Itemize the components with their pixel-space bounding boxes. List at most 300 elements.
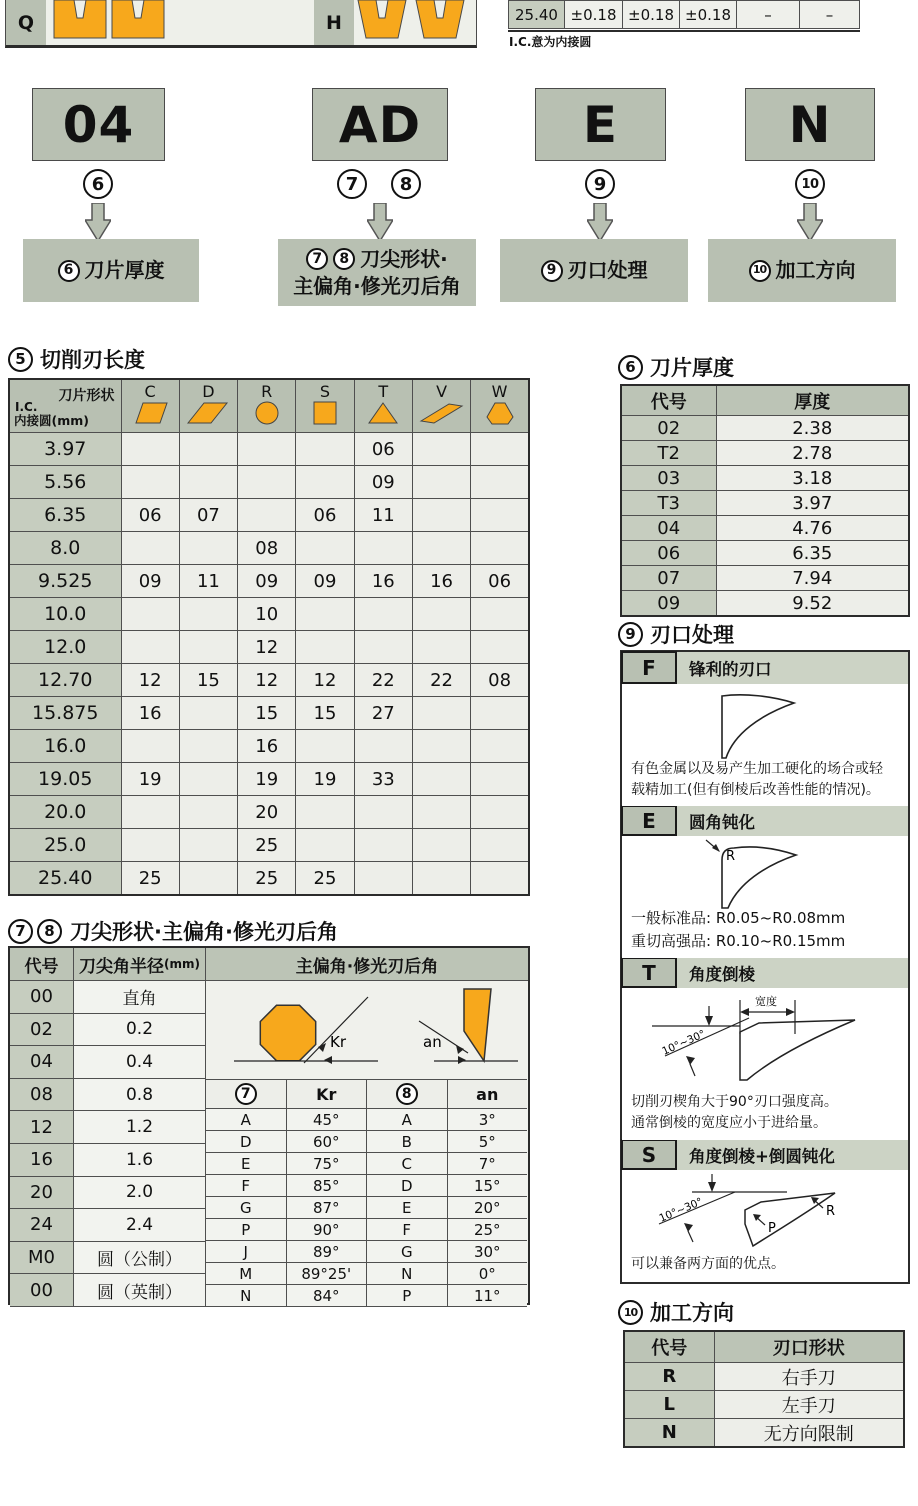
edge-treatment-panel xyxy=(620,650,910,1284)
edge-length-cell xyxy=(296,730,354,763)
corner-label-unit: 内接圆(mm) xyxy=(14,413,89,428)
edge-length-cell xyxy=(121,631,179,664)
table-row xyxy=(10,1111,206,1144)
edge-length-cell: 15 xyxy=(238,697,296,730)
fragment-letter: Q xyxy=(17,11,35,34)
nose-radius: 0.2 xyxy=(74,1014,206,1047)
designation-code-box: 04 xyxy=(32,88,165,161)
edge-length-cell xyxy=(179,466,237,499)
table-row xyxy=(206,1109,527,1131)
edge-length-cell xyxy=(179,532,237,565)
table-row xyxy=(206,1131,527,1153)
edge-length-cell: 25 xyxy=(238,829,296,862)
edge-length-cell xyxy=(354,598,412,631)
edge-desc-line: 一般标准品: R0.05~R0.08mm xyxy=(631,909,846,927)
edge-length-cell: 19 xyxy=(238,763,296,796)
circled-number: 10 xyxy=(795,169,825,199)
edge-length-cell xyxy=(296,433,354,466)
edge-length-cell: 06 xyxy=(471,565,529,598)
edge-length-cell xyxy=(471,631,529,664)
shape-letter: T xyxy=(378,381,389,401)
tolerance-cell: – xyxy=(800,0,860,29)
s-shape-icon xyxy=(302,400,348,426)
edge-length-cell: 15 xyxy=(179,664,237,697)
corner-label-ic: I.C. xyxy=(15,400,38,414)
nose-radius: 圆（公制） xyxy=(74,1242,206,1275)
p-label: P xyxy=(768,1221,776,1236)
table-row xyxy=(10,1144,206,1177)
nose-code: 20 xyxy=(10,1177,74,1210)
sec5-title xyxy=(8,344,145,374)
sec78-title-text: 刀尖形状·主偏角·修光刃后角 xyxy=(70,920,338,944)
col-header-code: 代号 xyxy=(624,1331,714,1363)
r-label: R xyxy=(726,849,736,864)
edge-desc-line: 可以兼备两方面的优点。 xyxy=(631,1256,785,1272)
edge-length-cell xyxy=(471,466,529,499)
shape-letter: S xyxy=(319,381,331,401)
shape-column-header xyxy=(238,379,296,433)
edge-name: 角度倒棱 xyxy=(677,958,908,988)
table-row xyxy=(206,1219,527,1241)
nose-code: 08 xyxy=(10,1079,74,1112)
direction-label: 无方向限制 xyxy=(714,1419,904,1448)
angle-cell: 30° xyxy=(448,1241,528,1263)
edge-length-cell xyxy=(296,598,354,631)
cutting-edge-length-table xyxy=(8,378,530,896)
kr-an-diagram xyxy=(206,981,527,1080)
w-shape-icon xyxy=(477,400,523,426)
angle-cell: 89° xyxy=(287,1241,368,1263)
angle-cell: N xyxy=(206,1285,287,1307)
edge-length-cell xyxy=(412,763,470,796)
nose-radius: 1.2 xyxy=(74,1111,206,1144)
col-header-radius: 刀尖角半径 (mm) xyxy=(74,948,206,981)
nose-radius: 0.8 xyxy=(74,1079,206,1112)
edge-length-cell: 12 xyxy=(296,664,354,697)
col-header-angle: 主偏角·修光刃后角 xyxy=(206,948,528,981)
ic-value: 15.875 xyxy=(9,697,121,730)
thickness-value: 7.94 xyxy=(716,566,909,591)
edge-length-cell xyxy=(412,532,470,565)
table-row xyxy=(9,829,529,862)
table-row xyxy=(10,981,206,1014)
edge-letter: E xyxy=(621,805,677,836)
edge-section-e xyxy=(622,806,908,958)
edge-length-cell xyxy=(179,862,237,896)
designation-code-box: N xyxy=(745,88,875,161)
designation-label-line xyxy=(749,257,856,284)
designation-code-box: AD xyxy=(312,88,448,161)
edge-length-cell: 33 xyxy=(354,763,412,796)
sec5-title-text: 切削刃长度 xyxy=(40,348,145,372)
edge-length-cell xyxy=(471,763,529,796)
thickness-value: 9.52 xyxy=(716,591,909,617)
angle-subtable xyxy=(206,981,527,1307)
sec9-title xyxy=(618,619,734,649)
angle-cell: 89°25' xyxy=(287,1263,368,1285)
ic-note: I.C.意为内接圆 xyxy=(509,35,592,49)
table-row xyxy=(9,499,529,532)
circled-number: 7 xyxy=(337,169,367,199)
corner-header-cell xyxy=(9,379,121,433)
edge-length-cell xyxy=(471,730,529,763)
thickness-code: 06 xyxy=(621,541,716,566)
kr-label: Kr xyxy=(330,1033,347,1051)
direction-code: N xyxy=(624,1419,714,1448)
sec9-title-text: 刃口处理 xyxy=(650,623,734,647)
angle-cell: 25° xyxy=(448,1219,528,1241)
edge-length-cell xyxy=(412,631,470,664)
tolerance-cell: – xyxy=(737,0,800,29)
edge-length-cell xyxy=(296,829,354,862)
c-shape-icon xyxy=(127,400,173,426)
table-row xyxy=(206,1153,527,1175)
edge-desc-line: 载精加工(但有倒棱后改善性能的情况)。 xyxy=(631,782,880,798)
designation-label xyxy=(278,239,476,306)
t-shape-icon xyxy=(360,400,406,426)
sec6-title xyxy=(618,352,734,382)
circled-number: 8 xyxy=(37,919,62,944)
ic-value: 9.525 xyxy=(9,565,121,598)
table-row xyxy=(621,541,909,566)
edge-length-cell xyxy=(354,829,412,862)
edge-length-cell xyxy=(412,730,470,763)
angle-cell: M xyxy=(206,1263,287,1285)
angle-cell: 15° xyxy=(448,1175,528,1197)
edge-length-cell xyxy=(471,829,529,862)
edge-length-cell: 09 xyxy=(296,565,354,598)
edge-name: 圆角钝化 xyxy=(677,806,908,836)
designation-label-text: 刃口处理 xyxy=(567,258,648,282)
edge-length-cell xyxy=(354,631,412,664)
edge-length-cell xyxy=(238,466,296,499)
thickness-code: 09 xyxy=(621,591,716,617)
circled-number: 9 xyxy=(585,169,615,199)
angle-cell: A xyxy=(206,1109,287,1131)
thickness-value: 3.18 xyxy=(716,466,909,491)
angle-cell: 0° xyxy=(448,1263,528,1285)
designation-label-text: 刀片厚度 xyxy=(84,258,165,282)
designation-label-line xyxy=(58,257,165,284)
table-row xyxy=(9,697,529,730)
direction-code: R xyxy=(624,1363,714,1391)
thickness-code: T2 xyxy=(621,441,716,466)
angle-cell: E xyxy=(367,1197,448,1219)
circled-number: 6 xyxy=(58,260,80,282)
table-row xyxy=(9,862,529,896)
edge-length-cell: 16 xyxy=(121,697,179,730)
nose-code: 16 xyxy=(10,1144,74,1177)
edge-length-cell xyxy=(179,730,237,763)
shape-column-header xyxy=(354,379,412,433)
circled-number: 8 xyxy=(391,169,421,199)
circled-number: 7 xyxy=(306,248,328,270)
ic-value: 25.40 xyxy=(9,862,121,896)
col-header-code: 代号 xyxy=(621,385,716,416)
table-row xyxy=(9,598,529,631)
edge-section-s xyxy=(622,1140,908,1279)
edge-length-cell: 15 xyxy=(296,697,354,730)
angle-subtable-header xyxy=(206,1080,527,1109)
edge-length-cell xyxy=(471,598,529,631)
tolerance-cell: ±0.18 xyxy=(680,0,737,29)
edge-length-cell xyxy=(121,598,179,631)
edge-length-cell xyxy=(471,499,529,532)
table-row xyxy=(9,466,529,499)
circled-number: 8 xyxy=(333,248,355,270)
edge-length-cell: 16 xyxy=(238,730,296,763)
table-row xyxy=(9,631,529,664)
width-label: 宽度 xyxy=(755,995,777,1008)
table-row xyxy=(621,441,909,466)
edge-desc-line: 切削刃楔角大于90°刃口强度高。 xyxy=(631,1094,838,1110)
r-label: R xyxy=(826,1204,836,1219)
edge-length-cell xyxy=(121,433,179,466)
table-row xyxy=(9,796,529,829)
angle-cell: 7° xyxy=(448,1153,528,1175)
thickness-value: 3.97 xyxy=(716,491,909,516)
thickness-value: 2.78 xyxy=(716,441,909,466)
edge-desc-line: 重切高强品: R0.10~R0.15mm xyxy=(631,931,846,950)
table-row xyxy=(10,1242,206,1275)
direction-label: 左手刀 xyxy=(714,1391,904,1419)
edge-letter: S xyxy=(621,1139,677,1170)
sec10-title-text: 加工方向 xyxy=(650,1301,734,1325)
edge-length-cell xyxy=(179,763,237,796)
table-row xyxy=(621,591,909,617)
table-row xyxy=(621,416,909,441)
shape-letter: R xyxy=(261,381,273,401)
col-header-code: 代号 xyxy=(10,948,74,981)
shape-letter: C xyxy=(144,381,156,401)
nose-code: 00 xyxy=(10,1274,74,1307)
edge-length-cell: 08 xyxy=(238,532,296,565)
angle-cell: 85° xyxy=(287,1175,368,1197)
nose-radius: 2.4 xyxy=(74,1209,206,1242)
angle-cell: 3° xyxy=(448,1109,528,1131)
angle-cell: N xyxy=(367,1263,448,1285)
edge-length-cell xyxy=(179,697,237,730)
designation-label-line xyxy=(541,257,648,284)
edge-length-cell: 16 xyxy=(354,565,412,598)
table-row xyxy=(206,1175,527,1197)
edge-length-cell xyxy=(296,532,354,565)
edge-length-cell: 22 xyxy=(412,664,470,697)
edge-length-cell: 25 xyxy=(121,862,179,896)
edge-letter: F xyxy=(621,651,677,684)
edge-length-cell xyxy=(354,532,412,565)
shape-column-header xyxy=(296,379,354,433)
thickness-code: 02 xyxy=(621,416,716,441)
col-header-kr: Kr xyxy=(287,1080,368,1109)
thickness-value: 2.38 xyxy=(716,416,909,441)
thickness-code: T3 xyxy=(621,491,716,516)
edge-length-cell: 10 xyxy=(238,598,296,631)
angle-cell: 45° xyxy=(287,1109,368,1131)
designation-label-text: 主偏角·修光刃后角 xyxy=(293,273,461,298)
angle-label: 10°~30° xyxy=(657,1195,705,1225)
edge-length-cell: 19 xyxy=(121,763,179,796)
table-row xyxy=(206,1263,527,1285)
angle-cell: 84° xyxy=(287,1285,368,1307)
table-row xyxy=(9,664,529,697)
edge-length-cell xyxy=(238,433,296,466)
angle-cell: 75° xyxy=(287,1153,368,1175)
fragment-letter: H xyxy=(326,11,342,34)
thickness-code: 07 xyxy=(621,566,716,591)
chamfer-diagram xyxy=(637,992,887,1088)
edge-length-cell xyxy=(354,730,412,763)
edge-name: 角度倒棱+倒圆钝化 xyxy=(677,1140,908,1170)
nose-code: 00 xyxy=(10,981,74,1014)
circled-number: 6 xyxy=(83,169,113,199)
designation-label xyxy=(708,239,896,302)
edge-length-cell xyxy=(412,862,470,896)
nose-radius-rows xyxy=(10,981,206,1307)
edge-length-cell: 27 xyxy=(354,697,412,730)
thickness-code: 04 xyxy=(621,516,716,541)
circled-number: 7 xyxy=(8,919,33,944)
d-shape-icon xyxy=(185,400,231,426)
table-row xyxy=(9,433,529,466)
edge-length-cell: 09 xyxy=(121,565,179,598)
circled-number: 9 xyxy=(541,260,563,282)
table-row xyxy=(9,565,529,598)
shape-letter: D xyxy=(202,381,215,401)
edge-desc-line: 通常倒棱的宽度应小于进给量。 xyxy=(631,1115,827,1131)
thickness-value: 6.35 xyxy=(716,541,909,566)
edge-length-cell xyxy=(121,796,179,829)
angle-cell: G xyxy=(206,1197,287,1219)
ic-value: 5.56 xyxy=(9,466,121,499)
col-header-edge-shape: 刃口形状 xyxy=(714,1331,904,1363)
ic-value: 12.70 xyxy=(9,664,121,697)
designation-label-line xyxy=(306,246,448,273)
angle-cell: F xyxy=(206,1175,287,1197)
table-row xyxy=(9,532,529,565)
edge-length-cell xyxy=(296,466,354,499)
col-header-7: 7 xyxy=(206,1080,287,1109)
corner-label-shape: 刀片形状 xyxy=(58,388,115,404)
round-edge-diagram xyxy=(682,838,842,912)
thickness-value: 4.76 xyxy=(716,516,909,541)
ic-value: 19.05 xyxy=(9,763,121,796)
edge-length-cell xyxy=(412,697,470,730)
ic-value: 8.0 xyxy=(9,532,121,565)
angle-cell: A xyxy=(367,1109,448,1131)
designation-label-text: 加工方向 xyxy=(775,258,856,282)
angle-cell: 90° xyxy=(287,1219,368,1241)
table-row xyxy=(206,1197,527,1219)
edge-length-cell: 11 xyxy=(354,499,412,532)
edge-length-cell xyxy=(471,796,529,829)
designation-label xyxy=(23,239,199,302)
sharp-edge-diagram xyxy=(682,688,842,764)
ic-value: 25.0 xyxy=(9,829,121,862)
nose-radius: 0.4 xyxy=(74,1046,206,1079)
table-row xyxy=(10,1079,206,1112)
nose-code: 04 xyxy=(10,1046,74,1079)
edge-length-cell xyxy=(412,796,470,829)
angle-cell: D xyxy=(367,1175,448,1197)
angle-cell: 20° xyxy=(448,1197,528,1219)
edge-length-cell: 25 xyxy=(238,862,296,896)
angle-rows xyxy=(206,1109,527,1307)
edge-length-cell xyxy=(471,862,529,896)
nose-code: M0 xyxy=(10,1242,74,1275)
thickness-code: 03 xyxy=(621,466,716,491)
shape-column-header xyxy=(179,379,237,433)
angle-cell: 11° xyxy=(448,1285,528,1307)
designation-label-text: 刀尖形状· xyxy=(360,246,448,271)
ic-size-cell: 25.40 xyxy=(508,0,565,29)
edge-length-cell xyxy=(121,730,179,763)
angle-cell: 87° xyxy=(287,1197,368,1219)
blade-side-icon xyxy=(464,989,491,1061)
edge-name: 锋利的刃口 xyxy=(677,652,908,684)
edge-length-cell xyxy=(354,796,412,829)
edge-length-cell: 06 xyxy=(354,433,412,466)
table-row xyxy=(624,1391,904,1419)
table-row xyxy=(621,566,909,591)
an-label: an xyxy=(423,1033,442,1051)
circled-number: 9 xyxy=(618,622,643,647)
table-row xyxy=(621,491,909,516)
tolerance-cell: ±0.18 xyxy=(623,0,680,29)
edge-length-cell xyxy=(412,433,470,466)
angle-cell: G xyxy=(367,1241,448,1263)
edge-length-cell xyxy=(179,433,237,466)
table-row xyxy=(621,516,909,541)
edge-length-cell xyxy=(179,796,237,829)
edge-length-cell: 16 xyxy=(412,565,470,598)
angle-cell: D xyxy=(206,1131,287,1153)
nose-radius: 圆（英制） xyxy=(74,1274,206,1307)
edge-length-cell xyxy=(121,829,179,862)
edge-length-cell xyxy=(179,631,237,664)
designation-code-box: E xyxy=(535,88,666,161)
table-row xyxy=(621,466,909,491)
angle-cell: P xyxy=(367,1285,448,1307)
edge-length-cell: 12 xyxy=(121,664,179,697)
shape-letter: V xyxy=(436,381,448,401)
shape-letter: W xyxy=(491,381,508,401)
edge-length-cell xyxy=(354,862,412,896)
angle-cell: 60° xyxy=(287,1131,368,1153)
edge-length-cell: 09 xyxy=(238,565,296,598)
edge-length-cell xyxy=(471,697,529,730)
edge-letter: T xyxy=(621,957,677,988)
angle-cell: B xyxy=(367,1131,448,1153)
angle-cell: C xyxy=(367,1153,448,1175)
ic-value: 16.0 xyxy=(9,730,121,763)
edge-length-cell: 11 xyxy=(179,565,237,598)
sec78-title xyxy=(8,916,338,946)
edge-length-cell: 12 xyxy=(238,631,296,664)
table-row xyxy=(624,1363,904,1391)
ic-value: 6.35 xyxy=(9,499,121,532)
designation-label xyxy=(500,239,688,302)
edge-length-cell: 12 xyxy=(238,664,296,697)
table-row xyxy=(10,1177,206,1210)
direction-table xyxy=(623,1330,905,1448)
nose-radius: 直角 xyxy=(74,981,206,1014)
circled-number: 10 xyxy=(749,260,771,282)
circled-number: 5 xyxy=(8,347,33,372)
designation-diagram xyxy=(0,0,918,320)
table-row xyxy=(624,1419,904,1448)
ic-value: 3.97 xyxy=(9,433,121,466)
